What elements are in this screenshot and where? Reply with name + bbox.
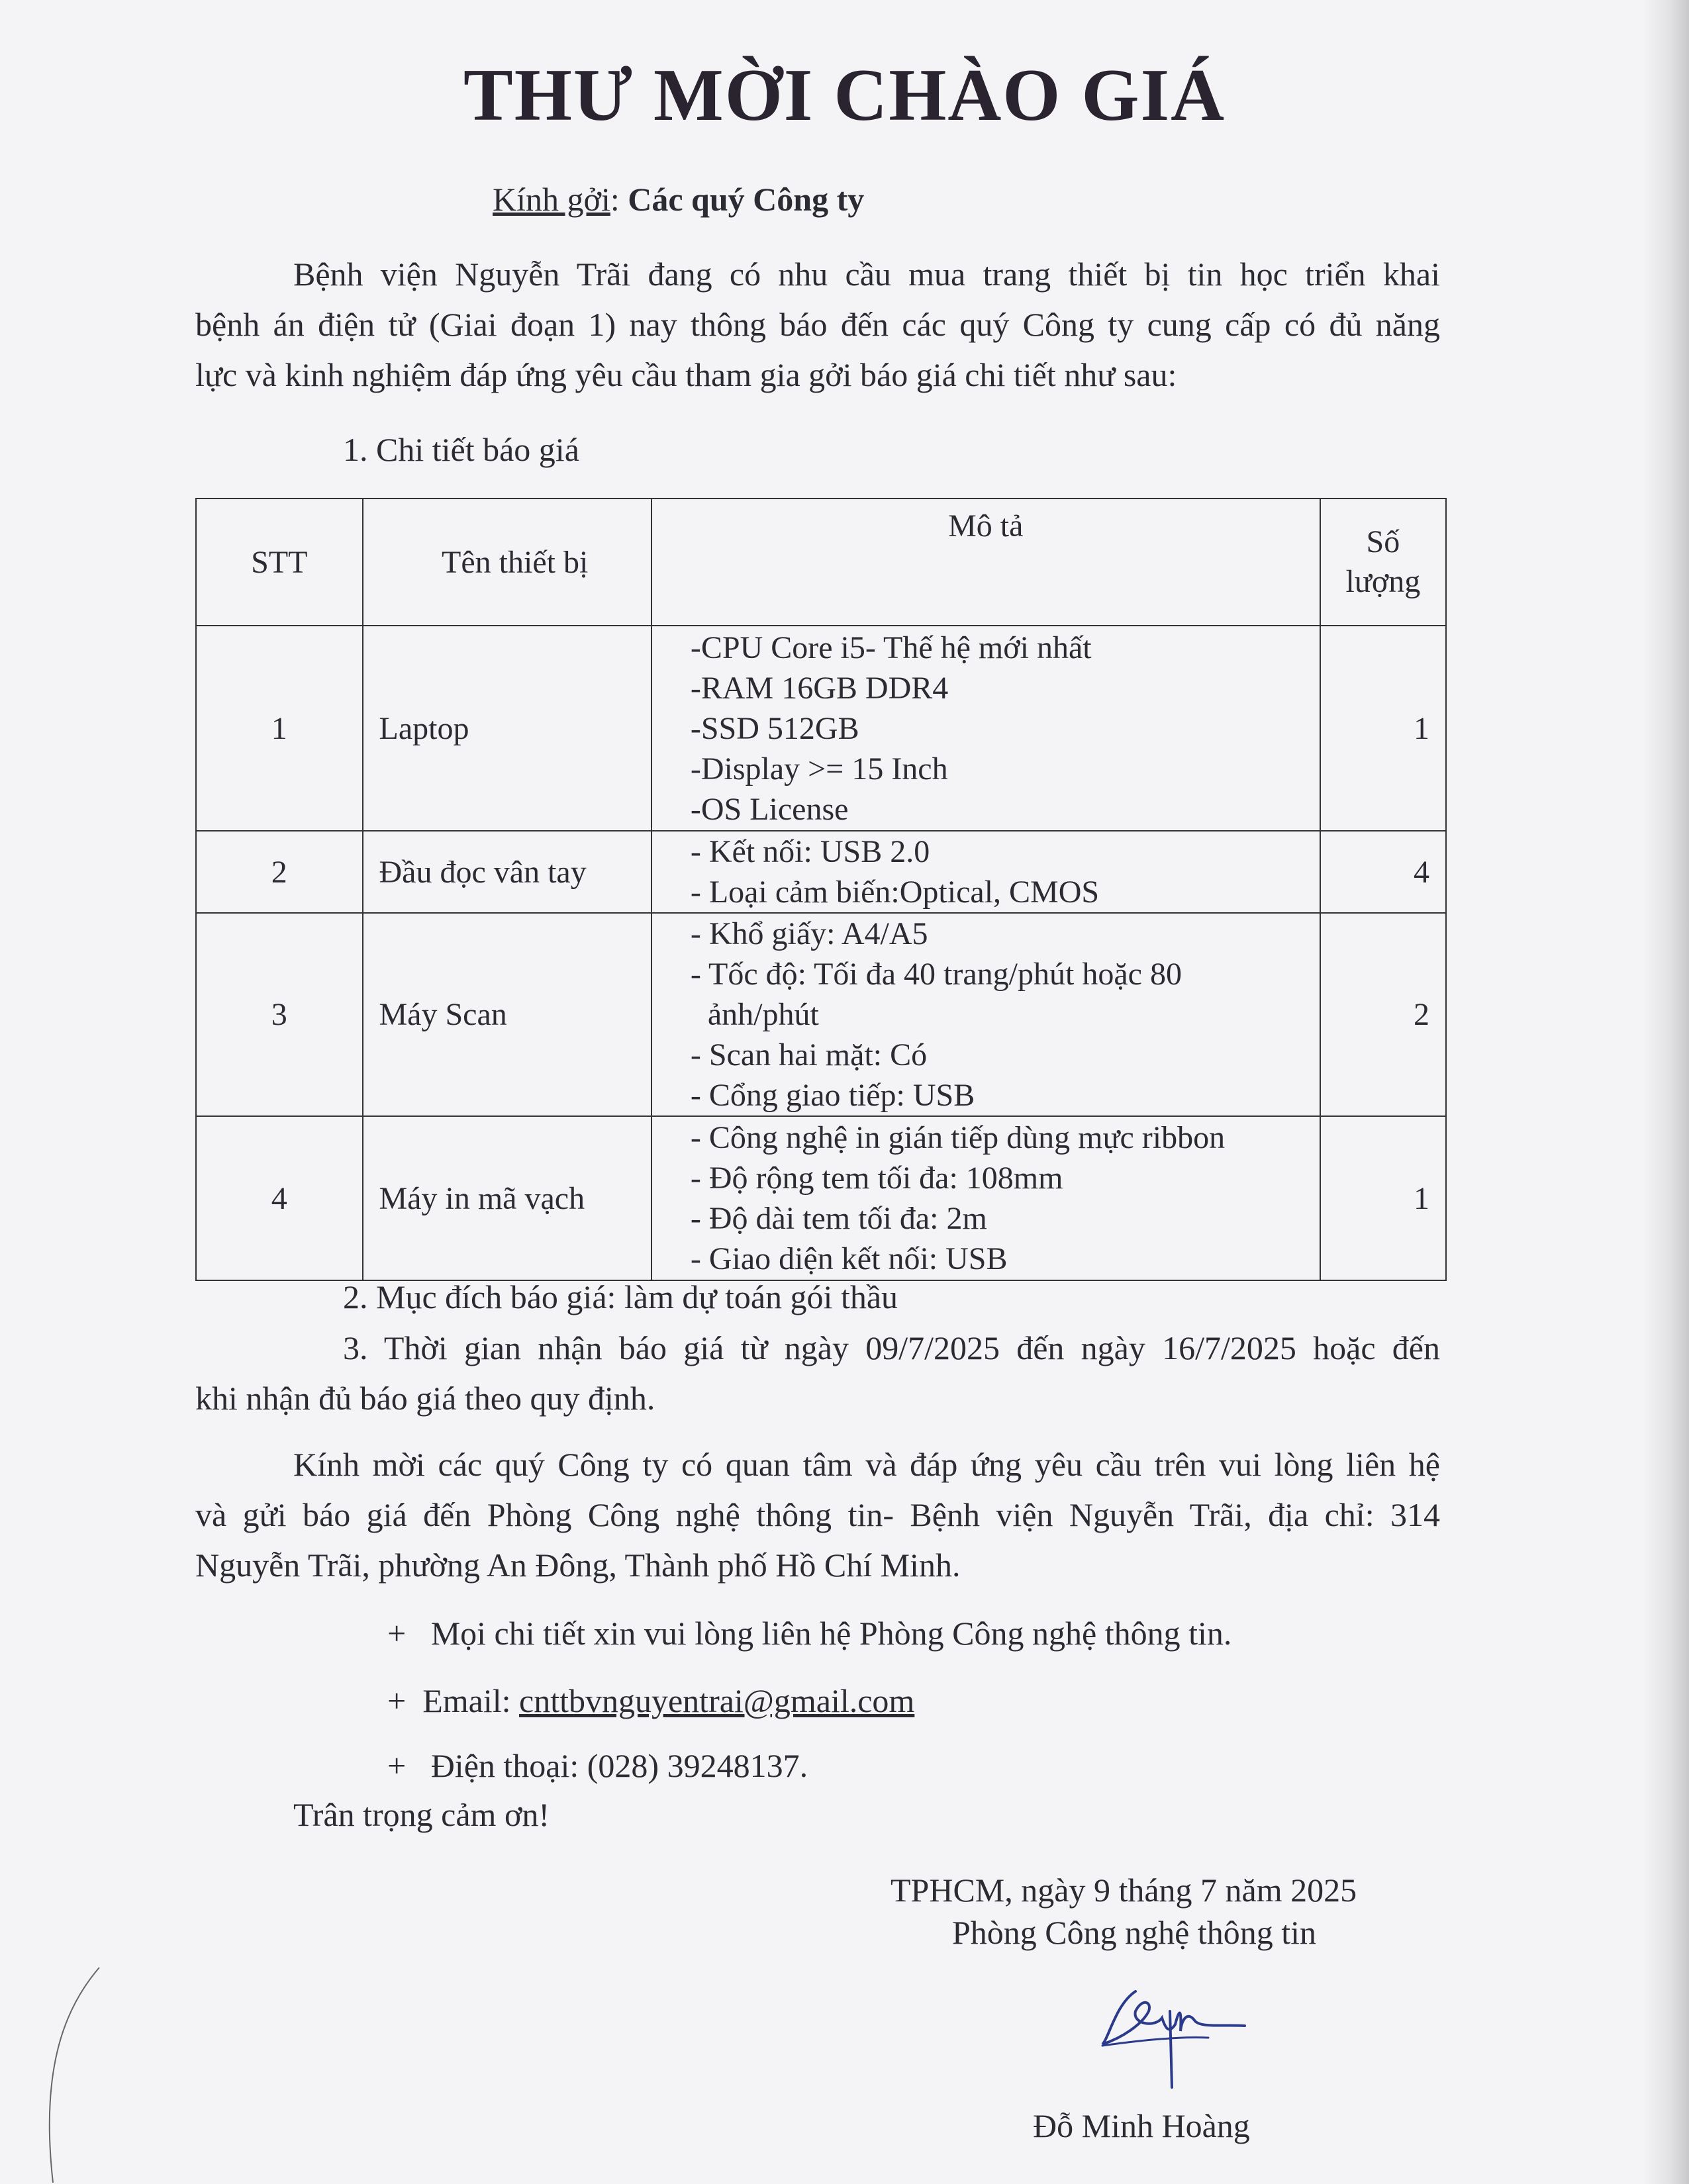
scan-artifact-curve [26, 1966, 106, 2184]
cell-name: Máy in mã vạch [363, 1116, 651, 1280]
cell-desc [651, 626, 1320, 831]
cell-qty: 4 [1320, 831, 1446, 913]
desc-line: -RAM 16GB DDR4 [690, 670, 949, 706]
greeting: Kính gởi: Các quý Công ty [493, 181, 865, 218]
cell-desc [651, 1116, 1320, 1280]
email-link[interactable]: cnttbvnguyentrai@gmail.com [519, 1682, 915, 1719]
bullet: + [387, 1615, 407, 1652]
invite-line: Nguyễn Trãi, phường An Đông, Thành phố Hồ Chí Minh. [195, 1546, 961, 1584]
desc-line: - Độ rộng tem tối đa: 108mm [690, 1161, 1063, 1196]
desc-line: -SSD 512GB [690, 710, 859, 746]
cell-stt: 2 [196, 831, 363, 913]
handwritten-signature [1096, 1965, 1255, 2091]
document-title: THƯ MỜI CHÀO GIÁ [463, 54, 1226, 136]
section-3-line: khi nhận đủ báo giá theo quy định. [195, 1380, 655, 1417]
invite-line: và gửi báo giá đến Phòng Công nghệ thông tin- Bệnh viện Nguyễn Trãi, địa chỉ: 314 [195, 1496, 1440, 1533]
bullet: + [387, 1682, 407, 1719]
signer-department: Phòng Công nghệ thông tin [952, 1914, 1317, 1951]
scan-page-edge [1643, 0, 1689, 2184]
desc-line: -CPU Core i5- Thế hệ mới nhất [690, 630, 1092, 665]
table-row [196, 913, 1446, 1116]
section-1-heading: 1. Chi tiết báo giá [343, 431, 579, 468]
cell-desc [651, 831, 1320, 913]
contact-phone [387, 1746, 808, 1785]
section-3 [195, 1323, 1440, 1423]
desc-line: -Display >= 15 Inch [690, 751, 948, 786]
intro-line: lực và kinh nghiệm đáp ứng yêu cầu tham gia gởi báo giá chi tiết như sau: [195, 356, 1177, 393]
desc-line: - Scan hai mặt: Có [690, 1037, 928, 1072]
invite-paragraph [195, 1439, 1440, 1590]
table-header-row [196, 499, 1446, 626]
desc-line: - Cổng giao tiếp: USB [690, 1078, 975, 1113]
cell-name: Máy Scan [363, 913, 651, 1116]
desc-line: - Loại cảm biến:Optical, CMOS [690, 875, 1100, 910]
desc-line: - Khổ giấy: A4/A5 [690, 916, 928, 951]
intro-paragraph [195, 249, 1440, 400]
header-qty [1320, 499, 1446, 626]
table-row [196, 626, 1446, 831]
desc-line: - Giao diện kết nối: USB [690, 1241, 1008, 1276]
cell-name: Đầu đọc vân tay [363, 831, 651, 913]
greeting-recipient: Các quý Công ty [628, 181, 865, 218]
cell-stt: 3 [196, 913, 363, 1116]
intro-line: bệnh án điện tử (Giai đoạn 1) nay thông báo đến các quý Công ty cung cấp có đủ năng [195, 306, 1440, 343]
bullet: + [387, 1747, 407, 1784]
header-qty-line: lượng [1345, 564, 1421, 599]
section-2: 2. Mục đích báo giá: làm dự toán gói thầu [343, 1278, 898, 1315]
cell-qty: 2 [1320, 913, 1446, 1116]
cell-qty: 1 [1320, 1116, 1446, 1280]
table-row [196, 1116, 1446, 1280]
cell-name: Laptop [363, 626, 651, 831]
header-desc: Mô tả [651, 499, 1320, 626]
desc-line: - Độ dài tem tối đa: 2m [690, 1201, 987, 1236]
desc-line: - Tốc độ: Tối đa 40 trang/phút hoặc 80 [690, 957, 1182, 992]
desc-line: - Công nghệ in gián tiếp dùng mực ribbon [690, 1120, 1226, 1155]
place-date: TPHCM, ngày 9 tháng 7 năm 2025 [891, 1872, 1357, 1909]
desc-line: - Kết nối: USB 2.0 [690, 834, 930, 869]
contact-detail [387, 1614, 1231, 1652]
header-stt: STT [196, 499, 363, 626]
header-qty-line: Số [1366, 524, 1400, 559]
phone-text: Điện thoại: (028) 39248137. [430, 1747, 808, 1784]
cell-qty: 1 [1320, 626, 1446, 831]
email-label: Email: [422, 1682, 511, 1719]
table-row [196, 831, 1446, 913]
cell-stt: 4 [196, 1116, 363, 1280]
invite-line: Kính mời các quý Công ty có quan tâm và đáp ứng yêu cầu trên vui lòng liên hệ [293, 1446, 1440, 1483]
signer-name: Đỗ Minh Hoàng [1033, 2107, 1250, 2144]
greeting-label: Kính gởi [493, 181, 610, 218]
intro-line: Bệnh viện Nguyễn Trãi đang có nhu cầu mua trang thiết bị tin học triển khai [293, 256, 1440, 293]
section-3-line: 3. Thời gian nhận báo giá từ ngày 09/7/2025 đến ngày 16/7/2025 hoặc đến [343, 1329, 1440, 1366]
closing: Trân trọng cảm ơn! [293, 1796, 550, 1833]
desc-line: -OS License [690, 791, 849, 827]
desc-line: ảnh/phút [707, 997, 819, 1032]
cell-desc [651, 913, 1320, 1116]
cell-stt: 1 [196, 626, 363, 831]
contact-detail-text: Mọi chi tiết xin vui lòng liên hệ Phòng Công nghệ thông tin. [430, 1615, 1232, 1652]
header-name: Tên thiết bị [363, 499, 651, 626]
quote-table [195, 498, 1447, 1281]
contact-email [387, 1682, 914, 1720]
